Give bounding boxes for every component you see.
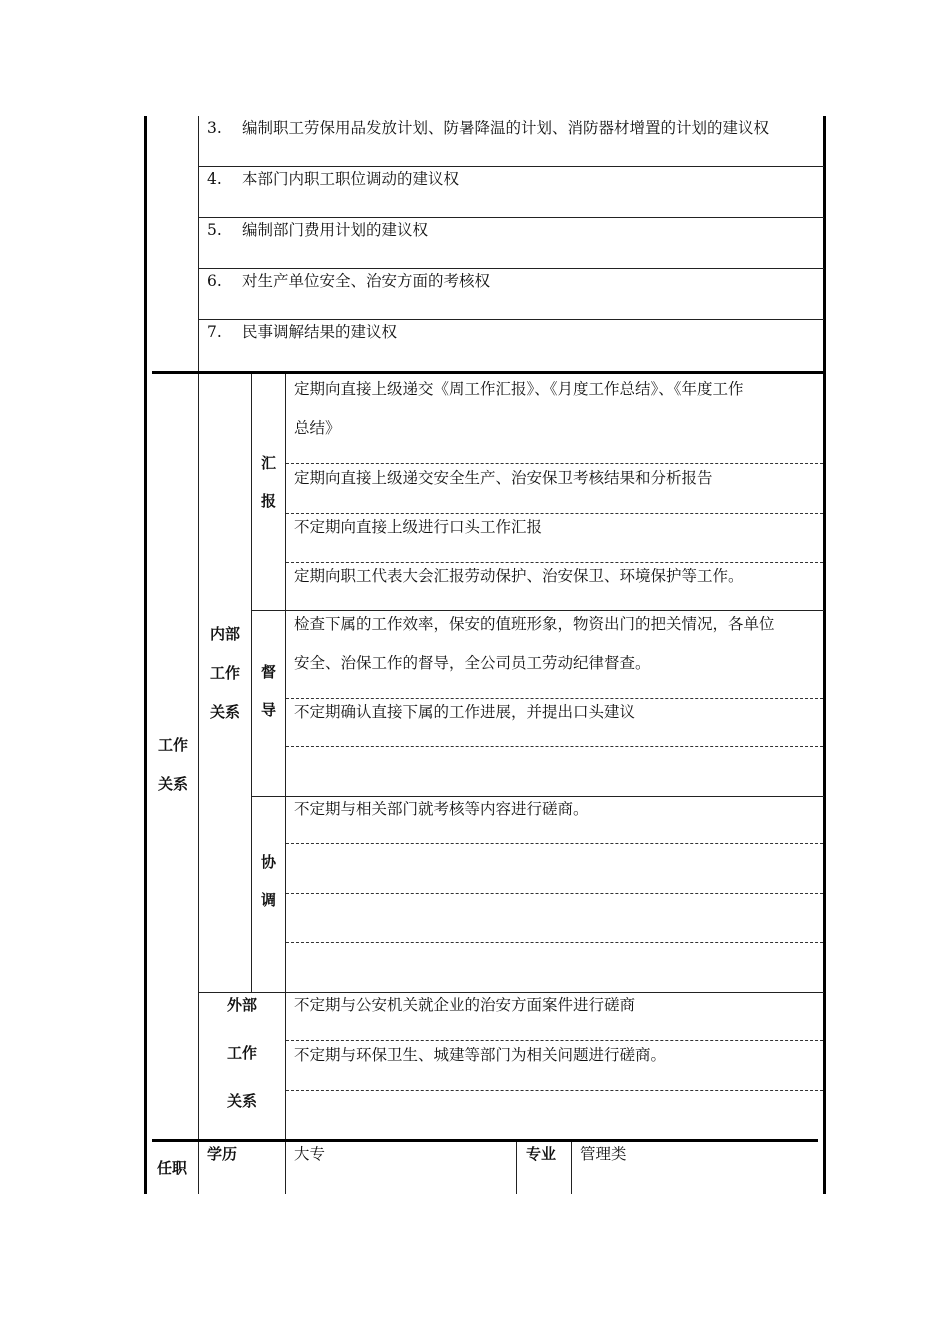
major-value: 管理类 (580, 1145, 627, 1163)
list-item: 安全、治保工作的督导，全公司员工劳动纪律督查。 (294, 654, 651, 672)
right-text: 民事调解结果的建议权 (242, 323, 398, 341)
qualification-label: 任职 (157, 1159, 188, 1177)
label-line: 汇 (260, 454, 276, 472)
label-line: 工作 (209, 664, 240, 682)
right-text: 编制部门费用计划的建议权 (242, 221, 429, 239)
label-line: 协 (260, 853, 276, 871)
education-value: 大专 (294, 1145, 326, 1163)
list-item: 不定期与相关部门就考核等内容进行磋商。 (294, 800, 589, 818)
right-text: 对生产单位安全、治安方面的考核权 (242, 272, 491, 290)
report-label (252, 453, 285, 511)
education-label: 学历 (207, 1145, 238, 1163)
list-item: 不定期与公安机关就企业的治安方面案件进行磋商 (294, 996, 636, 1014)
list-item: 定期向直接上级递交安全生产、治安保卫考核结果和分析报告 (294, 469, 713, 487)
right-num: 7. (207, 323, 222, 341)
internal-relations-label (200, 624, 250, 722)
list-item: 不定期确认直接下属的工作进展，并提出口头建议 (294, 703, 636, 721)
label-line: 关系 (209, 703, 240, 721)
list-item: 定期向职工代表大会汇报劳动保护、治安保卫、环境保护等工作。 (294, 567, 744, 585)
right-num: 5. (207, 221, 222, 239)
list-item: 总结》 (294, 419, 341, 437)
right-text: 编制职工劳保用品发放计划、防暑降温的计划、消防器材增置的计划的建议权 (242, 119, 770, 137)
right-num: 6. (207, 272, 222, 290)
label-line: 关系 (157, 775, 188, 793)
label-line: 工作 (157, 736, 188, 754)
right-num: 4. (207, 170, 222, 188)
supervise-label (252, 662, 285, 720)
list-item: 不定期与环保卫生、城建等部门为相关问题进行磋商。 (294, 1046, 667, 1064)
right-text: 本部门内职工职位调动的建议权 (242, 170, 460, 188)
label-line: 督 (260, 663, 276, 681)
external-relations-label (199, 995, 285, 1111)
list-item: 定期向直接上级递交《周工作汇报》、《月度工作总结》、《年度工作 (294, 380, 744, 398)
label-line: 调 (260, 891, 276, 909)
list-item: 不定期向直接上级进行口头工作汇报 (294, 518, 543, 536)
label-line: 导 (260, 701, 276, 719)
right-num: 3. (207, 119, 222, 137)
work-relations-label (150, 735, 196, 794)
label-line: 外部 (226, 996, 257, 1014)
label-line: 关系 (226, 1092, 257, 1110)
label-line: 工作 (226, 1044, 257, 1062)
major-label: 专业 (526, 1145, 557, 1163)
list-item: 检查下属的工作效率，保安的值班形象，物资出门的把关情况，各单位 (294, 615, 775, 633)
coordinate-label (252, 852, 285, 910)
label-line: 内部 (209, 625, 240, 643)
label-line: 报 (260, 492, 276, 510)
